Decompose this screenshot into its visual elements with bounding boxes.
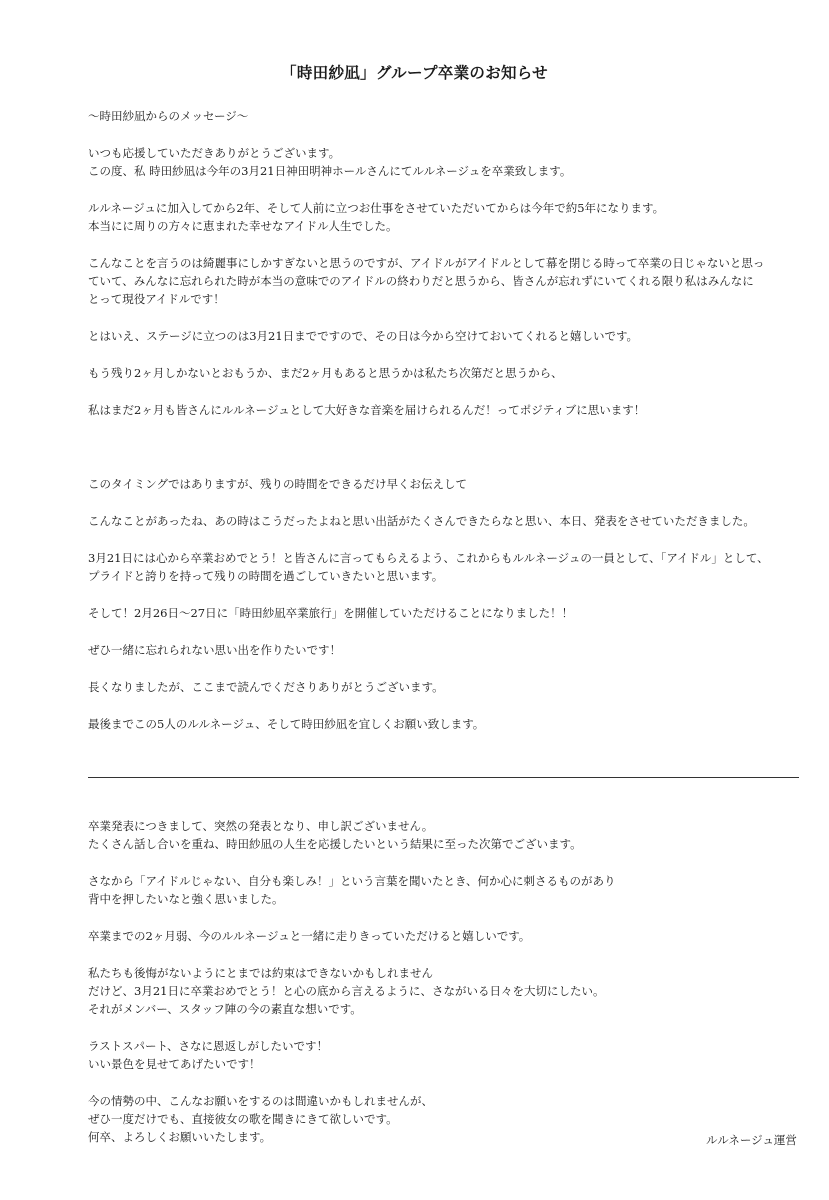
staff-line: 今の情勢の中、こんなお願いをするのは間違いかもしれませんが、 <box>88 1094 433 1108</box>
staff-line: だけど、3月21日に卒業おめでとう！と心の底から言えるように、さながいる日々を大切にしたい。 <box>88 984 605 998</box>
message-line: こんなことを言うのは綺麗事にしかすぎないと思うのですが、アイドルがアイドルとして幕を閉じる時って卒業の日じゃないと思っ <box>88 256 765 270</box>
message-line: このタイミングではありますが、残りの時間をできるだけ早くお伝えして <box>88 477 468 491</box>
message-line: ていて、みんなに忘れられた時が本当の意味でのアイドルの終わりだと思うから、皆さんが忘れずにいてくれる限り私はみんなに <box>88 274 754 288</box>
message-line: とはいえ、ステージに立つのは3月21日までですので、その日は今から空けておいてくれると嬉しいです。 <box>88 329 639 343</box>
staff-line: 背中を押したいなと強く思いました。 <box>88 892 284 906</box>
page-title: 「時田紗凪」グループ卒業のお知らせ <box>281 63 548 82</box>
staff-line: 何卒、よろしくお願いいたします。 <box>88 1130 272 1144</box>
message-line: いつも応援していただきありがとうございます。 <box>88 146 341 160</box>
message-line: こんなことがあったね、あの時はこうだったよねと思い出話がたくさんできたらなと思い、本日、発表をさせていただきました。 <box>88 514 755 528</box>
message-line: 最後までこの5人のルルネージュ、そして時田紗凪を宜しくお願い致します。 <box>88 717 485 731</box>
staff-line: たくさん話し合いを重ね、時田紗凪の人生を応援したいという結果に至った次第でございます。 <box>88 837 582 851</box>
section-divider <box>88 777 799 778</box>
message-line: 本当にに周りの方々に恵まれた幸せなアイドル人生でした。 <box>88 219 398 233</box>
staff-line: さなから「アイドルじゃない、自分も楽しみ！」という言葉を聞いたとき、何か心に刺さるものがあり <box>88 874 616 888</box>
staff-line: 私たちも後悔がないようにとまでは約束はできないかもしれません <box>88 966 433 980</box>
staff-line: ラストスパート、さなに恩返しがしたいです！ <box>88 1039 329 1053</box>
message-line: ぜひ一緒に忘れられない思い出を作りたいです！ <box>88 643 341 657</box>
message-line: この度、私 時田紗凪は今年の3月21日神田明神ホールさんにてルルネージュを卒業致します。 <box>88 164 572 178</box>
staff-line: いい景色を見せてあげたいです！ <box>88 1057 261 1071</box>
message-line: 3月21日には心から卒業おめでとう！と皆さんに言ってもらえるよう、これからもルルネージュの一員として、「アイドル」として、 <box>88 551 769 565</box>
signature: ルルネージュ運営 <box>706 1133 797 1147</box>
message-heading: 〜時田紗凪からのメッセージ〜 <box>88 109 249 123</box>
message-line: ルルネージュに加入してから2年、そして人前に立つお仕事をさせていただいてからは今年で約5年になります。 <box>88 201 665 215</box>
message-line: もう残り2ヶ月しかないとおもうか、まだ2ヶ月もあると思うかは私たち次第だと思うから、 <box>88 366 563 380</box>
message-line: 長くなりましたが、ここまで読んでくださりありがとうございます。 <box>88 680 444 694</box>
message-line: プライドと誇りを持って残りの時間を過ごしていきたいと思います。 <box>88 569 444 583</box>
message-line: とって現役アイドルです！ <box>88 292 225 306</box>
staff-line: それがメンバー、スタッフ陣の今の素直な想いです。 <box>88 1002 362 1016</box>
staff-line: 卒業までの2ヶ月弱、今のルルネージュと一緒に走りきっていただけると嬉しいです。 <box>88 929 531 943</box>
staff-line: ぜひ一度だけでも、直接彼女の歌を聞きにきて欲しいです。 <box>88 1112 398 1126</box>
message-line: 私はまだ2ヶ月も皆さんにルルネージュとして大好きな音楽を届けられるんだ！ってポジティブに思います！ <box>88 403 646 417</box>
staff-line: 卒業発表につきまして、突然の発表となり、申し訳ございません。 <box>88 819 434 833</box>
message-line: そして！2月26日〜27日に「時田紗凪卒業旅行」を開催していただけることになりました！！ <box>88 606 574 620</box>
